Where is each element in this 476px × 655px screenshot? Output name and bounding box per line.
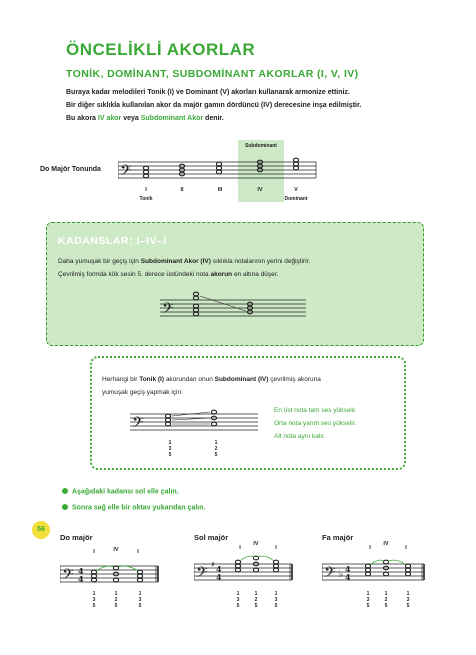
degree-i: I bbox=[145, 187, 147, 193]
numeral: I bbox=[405, 545, 407, 551]
fig: 1 bbox=[168, 440, 172, 446]
fig: 3 bbox=[168, 446, 172, 452]
text: Buraya kadar melodileri bbox=[66, 89, 148, 96]
numeral: IV bbox=[253, 541, 259, 547]
time-sig-bottom: 4 bbox=[78, 574, 84, 584]
fig: 1 bbox=[92, 591, 96, 597]
text: en altına düşer. bbox=[232, 271, 279, 278]
fig: 1 bbox=[366, 591, 370, 597]
term-iv-akor: IV akor bbox=[97, 115, 122, 122]
example-title-sol: Sol majör bbox=[194, 533, 229, 542]
fig: 2 bbox=[114, 597, 118, 603]
kadans-title: KADANSLAR: I–IV–I bbox=[58, 235, 167, 247]
inner-staff bbox=[130, 402, 260, 438]
fingering bbox=[273, 591, 279, 609]
term-tonik: Tonik (I) bbox=[139, 376, 165, 383]
fig: 3 bbox=[274, 597, 278, 603]
fig: 2 bbox=[384, 597, 388, 603]
bass-clef-icon: 𝄢 bbox=[120, 162, 132, 183]
fig: 5 bbox=[254, 603, 258, 609]
bullet-2 bbox=[62, 504, 205, 512]
fig: 5 bbox=[138, 603, 142, 609]
fig: 3 bbox=[366, 597, 370, 603]
subdominant-label: Subdominant bbox=[245, 143, 277, 149]
example-title-do: Do majör bbox=[60, 533, 93, 542]
term-akorun: akorun bbox=[210, 271, 233, 278]
degree-ii: II bbox=[180, 187, 184, 193]
fingering bbox=[91, 591, 97, 609]
text: akorundan onun bbox=[164, 376, 215, 383]
fingering-1 bbox=[166, 440, 174, 458]
fig: 5 bbox=[406, 603, 410, 609]
fingering-2 bbox=[212, 440, 220, 458]
scale-staff bbox=[118, 152, 318, 188]
fig: 1 bbox=[384, 591, 388, 597]
rule-top-note: En üst nota tam ses yükselir. bbox=[274, 407, 357, 414]
fig: 1 bbox=[274, 591, 278, 597]
fig: 5 bbox=[236, 603, 240, 609]
bass-clef-icon: 𝄢 bbox=[324, 564, 336, 585]
time-sig-bottom: 4 bbox=[216, 572, 222, 582]
page-number: 56 bbox=[32, 521, 50, 539]
fig: 1 bbox=[254, 591, 258, 597]
fingering bbox=[137, 591, 143, 609]
flat-icon: ♭ bbox=[339, 570, 344, 580]
term-subdominant: Subdominant Akor (IV) bbox=[140, 258, 211, 265]
fingering bbox=[113, 591, 119, 609]
fig: 5 bbox=[366, 603, 370, 609]
bullet-dot-icon bbox=[62, 488, 68, 494]
dominant-label: Dominant bbox=[284, 196, 308, 202]
sharp-icon: ♯ bbox=[211, 560, 215, 569]
numeral: I bbox=[275, 545, 277, 551]
numeral: I bbox=[369, 545, 371, 551]
time-sig-bottom: 4 bbox=[345, 572, 351, 582]
bass-clef-icon: 𝄢 bbox=[132, 414, 144, 435]
text: ve bbox=[174, 89, 186, 96]
bullet-dot-icon bbox=[62, 504, 68, 510]
kadans-line-1 bbox=[58, 256, 418, 267]
fig: 5 bbox=[114, 603, 118, 609]
fig: 5 bbox=[214, 452, 218, 458]
fingering bbox=[253, 591, 259, 609]
text: veya bbox=[121, 115, 141, 122]
staff-fa-major bbox=[322, 552, 426, 588]
time-sig-top: 4 bbox=[216, 564, 222, 574]
numeral: I bbox=[93, 549, 95, 555]
kadans-line-2 bbox=[58, 269, 418, 280]
bullet-1 bbox=[62, 488, 179, 496]
rule-middle-note: Orta nota yarım ses yükselir. bbox=[274, 420, 357, 427]
example-title-fa: Fa majör bbox=[322, 533, 354, 542]
degree-v: V bbox=[294, 187, 298, 193]
fig: 3 bbox=[138, 597, 142, 603]
fig: 5 bbox=[274, 603, 278, 609]
staff-do-major bbox=[60, 556, 160, 590]
intro-line-1 bbox=[66, 87, 426, 98]
text: Sonra sağ elle bir oktav yukarıdan çalın. bbox=[72, 504, 206, 512]
time-sig-top: 4 bbox=[78, 566, 84, 576]
staff-lines bbox=[60, 566, 158, 582]
text: Çevrilmiş formda kök sesin 5. derece üstündeki nota bbox=[58, 271, 211, 278]
staff-sol-major bbox=[194, 552, 294, 588]
text: denir. bbox=[203, 115, 224, 122]
fig: 2 bbox=[254, 597, 258, 603]
intro-line-3 bbox=[66, 113, 426, 124]
inner-line-1 bbox=[102, 374, 392, 385]
time-sig-top: 4 bbox=[345, 564, 351, 574]
text: çevrilmiş akoruna bbox=[268, 376, 321, 383]
row-label: Do Majör Tonunda bbox=[40, 166, 101, 173]
numeral: IV bbox=[113, 547, 119, 553]
bass-clef-icon: 𝄢 bbox=[62, 566, 74, 587]
chord-notes bbox=[143, 158, 298, 178]
text: Herhangi bir bbox=[102, 376, 140, 383]
bass-clef-icon: 𝄢 bbox=[162, 300, 174, 321]
text: sıklıkla notalarının yerini değiştirir. bbox=[210, 258, 311, 265]
rules-list bbox=[274, 404, 357, 443]
fingering bbox=[365, 591, 371, 609]
text: Aşağıdaki kadansı sol elle çalın. bbox=[72, 488, 179, 496]
inner-line-2: yumuşak geçiş yapmak için: bbox=[102, 389, 183, 396]
numeral: I bbox=[137, 549, 139, 555]
tonik-label: Tonik bbox=[139, 196, 153, 202]
degree-iv: IV bbox=[257, 187, 263, 193]
arrow-line bbox=[200, 296, 246, 311]
staff-lines bbox=[130, 414, 258, 430]
degree-iii: III bbox=[217, 187, 223, 193]
fig: 1 bbox=[138, 591, 142, 597]
fig: 3 bbox=[406, 597, 410, 603]
page-title: ÖNCELİKLİ AKORLAR bbox=[66, 40, 256, 59]
term-tonik: Tonik (I) bbox=[147, 89, 175, 96]
fig: 3 bbox=[92, 597, 96, 603]
term-dominant: Dominant (V) bbox=[185, 89, 230, 96]
fig: 1 bbox=[236, 591, 240, 597]
fig: 1 bbox=[114, 591, 118, 597]
fingering bbox=[235, 591, 241, 609]
fingering bbox=[405, 591, 411, 609]
fig: 1 bbox=[406, 591, 410, 597]
kadans-staff bbox=[160, 288, 308, 324]
rule-bottom-note: Alt nota aynı kalır. bbox=[274, 433, 326, 440]
text: akorları kullanarak armonize ettiniz. bbox=[229, 89, 350, 96]
bass-clef-icon: 𝄢 bbox=[196, 564, 208, 585]
numeral: IV bbox=[383, 541, 389, 547]
section-subtitle: TONİK, DOMİNANT, SUBDOMİNANT AKORLAR (I, V, IV) bbox=[66, 68, 359, 80]
intro-line-2: Bir diğer sıklıkla kullanılan akor da majör gamın dördüncü (IV) derecesine inşa edilmiştir. bbox=[66, 102, 362, 109]
numeral: I bbox=[239, 545, 241, 551]
fig: 5 bbox=[384, 603, 388, 609]
text: Bu akora bbox=[66, 115, 98, 122]
text: Daha yumuşak bir geçiş için bbox=[58, 258, 141, 265]
term-subdominant: Subdominant (IV) bbox=[214, 376, 269, 383]
fig: 2 bbox=[214, 446, 218, 452]
term-subdominant-akor: Subdominant Akor bbox=[140, 115, 204, 122]
fig: 5 bbox=[168, 452, 172, 458]
staff-lines bbox=[160, 300, 306, 316]
fig: 3 bbox=[236, 597, 240, 603]
fig: 5 bbox=[92, 603, 96, 609]
fingering bbox=[383, 591, 389, 609]
fig: 1 bbox=[214, 440, 218, 446]
